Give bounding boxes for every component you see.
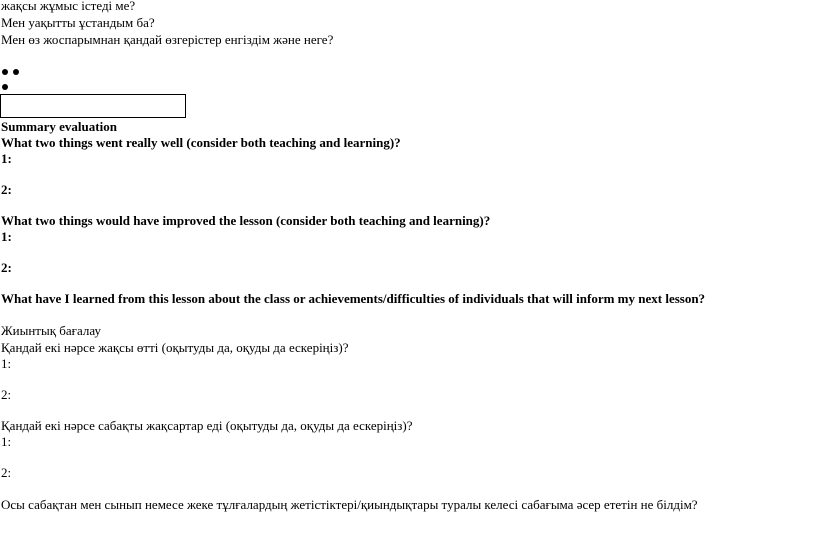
answer-label-2: 2: [1,387,12,402]
empty-text-box [0,94,186,118]
reflection-question-1: жақсы жұмыс істеді ме? [1,0,136,13]
question-went-well-en: What two things went really well (consider both teaching and learning)? [1,135,401,150]
question-learned-kk: Осы сабақтан мен сынып немесе жеке тұлғалардың жетістіктері/қиындықтары туралы келесі сабағыма әсер ететін не білдім? [1,497,698,512]
summary-heading-en: Summary evaluation [1,119,117,134]
question-improve-kk: Қандай екі нәрсе сабақты жақсартар еді (оқытуды да, оқуды да ескеріңіз)? [1,418,413,433]
bullet-icon [2,84,8,90]
question-went-well-kk: Қандай екі нәрсе жақсы өтті (оқытуды да, оқуды да ескеріңіз)? [1,340,349,355]
question-learned-en: What have I learned from this lesson about the class or achievements/difficulties of individuals that will inform my next lesson? [1,291,706,306]
bullet-icon [13,69,19,75]
answer-label-1: 1: [1,356,12,371]
answer-label-2: 2: [1,182,12,197]
answer-label-1: 1: [1,434,12,449]
answer-label-2: 2: [1,465,12,480]
reflection-question-3: Мен өз жоспарымнан қандай өзгерістер енгіздім және неге? [1,32,334,47]
question-improve-en: What two things would have improved the lesson (consider both teaching and learning)? [1,213,491,228]
reflection-question-2: Мен уақытты ұстандым ба? [1,15,155,30]
bullet-icon [2,69,8,75]
answer-label-2: 2: [1,260,12,275]
answer-label-1: 1: [1,229,12,244]
answer-label-1: 1: [1,151,12,166]
summary-heading-kk: Жиынтық бағалау [1,323,101,338]
